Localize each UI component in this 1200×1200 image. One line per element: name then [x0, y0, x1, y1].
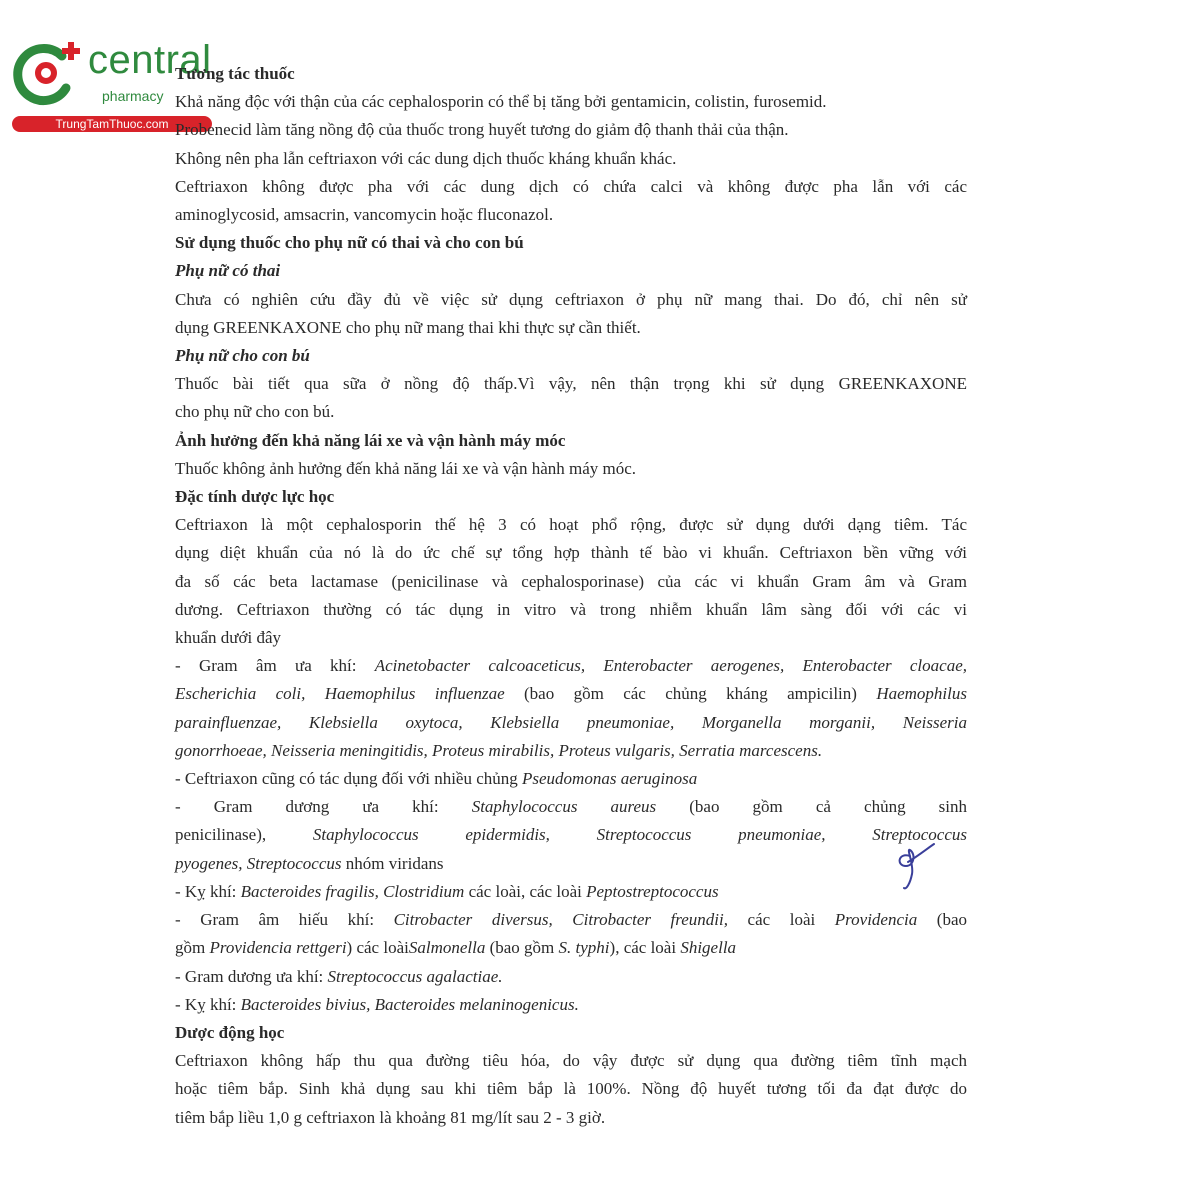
- paragraph-line: dụng diệt khuẩn của nó là do ức chế sự tổng hợp thành tế bào vi khuẩn. Ceftriaxon bền vững với: [175, 543, 967, 563]
- paragraph: Không nên pha lẫn ceftriaxon với các dung dịch thuốc kháng khuẩn khác.: [175, 148, 677, 168]
- bullet-line: gonorrhoeae, Neisseria meningitidis, Proteus mirabilis, Proteus vulgaris, Serratia marcescens.: [175, 740, 823, 760]
- paragraph-line: dụng GREENKAXONE cho phụ nữ mang thai khi thực sự cần thiết.: [175, 317, 641, 337]
- paragraph-line: Chưa có nghiên cứu đầy đủ về việc sử dụng ceftriaxon ở phụ nữ mang thai. Do đó, chỉ nên sử: [175, 289, 967, 309]
- bullet-pseudomonas: - Ceftriaxon cũng có tác dụng đối với nhiều chủng Pseudomonas aeruginosa: [175, 769, 698, 789]
- handwritten-signature: [888, 838, 938, 894]
- paragraph-line: hoặc tiêm bắp. Sinh khả dụng sau khi tiêm bắp là 100%. Nồng độ huyết tương tối đa đạt được do: [175, 1079, 967, 1099]
- paragraph-line: Ceftriaxon không được pha với các dung dịch có chứa calci và không được pha lẫn với các: [175, 176, 967, 196]
- bullet-line: parainfluenzae, Klebsiella oxytoca, Klebsiella pneumoniae, Morganella morganii, Neisseria: [175, 712, 967, 732]
- heading-driving: Ảnh hưởng đến khả năng lái xe và vận hành máy móc: [175, 430, 566, 450]
- paragraph-line: aminoglycosid, amsacrin, vancomycin hoặc fluconazol.: [175, 205, 554, 225]
- bullet-anaerobic: - Kỵ khí: Bacteroides fragilis, Clostridium các loài, các loài Peptostreptococcus: [175, 881, 719, 901]
- bullet-gram-negative-aerobic-2: - Gram âm hiếu khí: Citrobacter diversus, Citrobacter freundii, các loài Providencia (bao: [175, 910, 967, 930]
- paragraph-line: tiêm bắp liều 1,0 g ceftriaxon là khoảng 81 mg/lít sau 2 - 3 giờ.: [175, 1107, 606, 1127]
- heading-drug-interactions: Tương tác thuốc: [175, 64, 295, 83]
- bullet-gram-positive-aerobic-2: - Gram dương ưa khí: Streptococcus agalactiae.: [175, 966, 503, 986]
- paragraph-line: cho phụ nữ cho con bú.: [175, 402, 335, 422]
- pharmacy-cross-icon: [10, 38, 90, 110]
- paragraph-line: đa số các beta lactamase (penicilinase và cephalosporinase) của các vi khuẩn Gram âm và Gram: [175, 571, 967, 591]
- bullet-gram-positive-aerobic: - Gram dương ưa khí: Staphylococcus aureus (bao gồm cả chủng sinh: [175, 797, 968, 817]
- bullet-line: Escherichia coli, Haemophilus influenzae (bao gồm các chủng kháng ampicilin) Haemophilus: [175, 684, 967, 704]
- brand-subtitle: pharmacy: [102, 88, 164, 104]
- bullet-gram-negative-aerobic: - Gram âm ưa khí: Acinetobacter calcoaceticus, Enterobacter aerogenes, Enterobacter cloacae,: [175, 656, 967, 676]
- paragraph: Khả năng độc với thận của các cephalosporin có thể bị tăng bởi gentamicin, colistin, furosemid.: [175, 92, 827, 112]
- heading-pharmacokinetics: Dược động học: [175, 1022, 285, 1042]
- paragraph-line: Thuốc bài tiết qua sữa ở nồng độ thấp.Vì vậy, nên thận trọng khi sử dụng GREENKAXONE: [175, 374, 967, 394]
- bullet-line: penicilinase), Staphylococcus epidermidis, Streptococcus pneumoniae, Streptococcus: [175, 825, 967, 845]
- brand-website: TrungTamThuoc.com: [12, 116, 212, 132]
- bullet-line: pyogenes, Streptococcus nhóm viridans: [175, 853, 444, 873]
- bullet-anaerobic-2: - Kỵ khí: Bacteroides bivius, Bacteroides melaninogenicus.: [175, 994, 579, 1014]
- paragraph: Probenecid làm tăng nồng độ của thuốc trong huyết tương do giảm độ thanh thải của thận.: [175, 120, 789, 140]
- subheading-pregnancy: Phụ nữ có thai: [175, 261, 281, 281]
- subheading-lactation: Phụ nữ cho con bú: [175, 346, 310, 366]
- document-body: [175, 60, 967, 1132]
- paragraph-line: Ceftriaxon là một cephalosporin thế hệ 3 có hoạt phổ rộng, được sử dụng dưới dạng tiêm. Tác: [175, 515, 967, 535]
- brand-name: central: [88, 38, 212, 82]
- heading-pharmacodynamics: Đặc tính dược lực học: [175, 487, 335, 507]
- paragraph-line: dương. Ceftriaxon thường có tác dụng in vitro và trong nhiễm khuẩn lâm sàng đối với các vi: [175, 599, 967, 619]
- heading-pregnancy-lactation: Sử dụng thuốc cho phụ nữ có thai và cho con bú: [175, 233, 524, 253]
- bullet-line: gồm Providencia rettgeri) các loàiSalmonella (bao gồm S. typhi), các loài Shigella: [175, 938, 737, 958]
- paragraph-line: Ceftriaxon không hấp thu qua đường tiêu hóa, do vậy được sử dụng qua đường tiêm tĩnh mạch: [175, 1051, 967, 1071]
- paragraph: Thuốc không ảnh hưởng đến khả năng lái xe và vận hành máy móc.: [175, 458, 637, 478]
- paragraph-line: khuẩn dưới đây: [175, 628, 282, 648]
